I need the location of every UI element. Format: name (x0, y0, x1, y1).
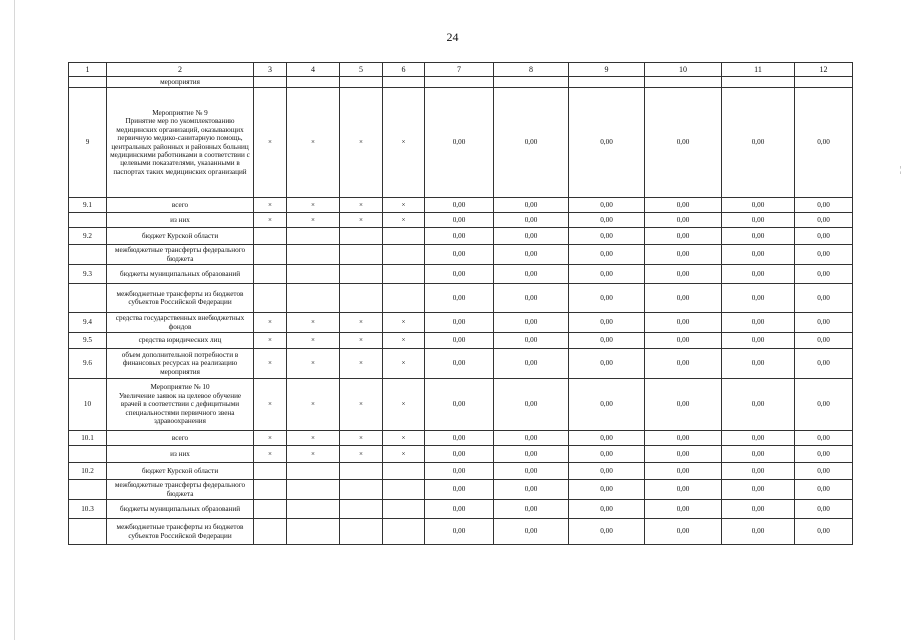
amount-cell: 0,00 (494, 463, 569, 480)
indicator-cell (383, 284, 425, 313)
amount-cell: 0,00 (569, 245, 645, 265)
indicator-cell: × (254, 431, 287, 446)
row-label-cell: Мероприятие № 10 Увеличение заявок на целевое обучение врачей в соответствии с дефицитными специальностями первичного звена здравоохранения (107, 379, 254, 431)
amount-cell (569, 77, 645, 88)
indicator-cell (254, 265, 287, 284)
indicator-cell (254, 284, 287, 313)
amount-cell: 0,00 (795, 213, 853, 228)
amount-cell: 0,00 (569, 265, 645, 284)
amount-cell: 0,00 (722, 88, 795, 198)
amount-cell: 0,00 (795, 379, 853, 431)
row-label-cell: бюджеты муниципальных образований (107, 265, 254, 284)
table-row (69, 379, 853, 431)
amount-cell (722, 77, 795, 88)
indicator-cell (383, 480, 425, 500)
indicator-cell: × (383, 446, 425, 463)
indicator-cell (383, 77, 425, 88)
amount-cell: 0,00 (569, 313, 645, 333)
amount-cell: 0,00 (569, 228, 645, 245)
row-label-cell: бюджет Курской области (107, 463, 254, 480)
amount-cell: 0,00 (645, 245, 722, 265)
amount-cell: 0,00 (569, 198, 645, 213)
indicator-cell: × (340, 349, 383, 379)
budget-table (68, 62, 853, 545)
header-cell: 11 (722, 63, 795, 77)
amount-cell (795, 77, 853, 88)
row-label-cell: межбюджетные трансферты федерального бюджета (107, 480, 254, 500)
amount-cell: 0,00 (425, 198, 494, 213)
indicator-cell: × (287, 213, 340, 228)
indicator-cell: × (383, 213, 425, 228)
scan-edge-line (14, 0, 15, 640)
amount-cell: 0,00 (494, 519, 569, 545)
row-number-cell: 10.1 (69, 431, 107, 446)
indicator-cell: × (254, 88, 287, 198)
amount-cell: 0,00 (425, 245, 494, 265)
amount-cell: 0,00 (722, 379, 795, 431)
table-row (69, 313, 853, 333)
amount-cell: 0,00 (569, 379, 645, 431)
indicator-cell (340, 500, 383, 519)
row-number-cell: 9.5 (69, 333, 107, 349)
indicator-cell (287, 463, 340, 480)
amount-cell: 0,00 (722, 245, 795, 265)
indicator-cell: × (383, 379, 425, 431)
row-label-cell: из них (107, 446, 254, 463)
row-label-cell: мероприятия (107, 77, 254, 88)
row-number-cell (69, 446, 107, 463)
amount-cell: 0,00 (494, 313, 569, 333)
header-cell: 10 (645, 63, 722, 77)
amount-cell: 0,00 (722, 500, 795, 519)
amount-cell: 0,00 (425, 463, 494, 480)
amount-cell: 0,00 (645, 284, 722, 313)
indicator-cell: × (383, 198, 425, 213)
amount-cell: 0,00 (494, 228, 569, 245)
amount-cell: 0,00 (425, 333, 494, 349)
indicator-cell (254, 463, 287, 480)
amount-cell: 0,00 (494, 245, 569, 265)
table-row (69, 198, 853, 213)
amount-cell: 0,00 (645, 265, 722, 284)
table-row (69, 88, 853, 198)
table-row (69, 480, 853, 500)
amount-cell: 0,00 (425, 379, 494, 431)
indicator-cell: × (383, 349, 425, 379)
amount-cell: 0,00 (494, 446, 569, 463)
table-row (69, 431, 853, 446)
table-row (69, 228, 853, 245)
amount-cell: 0,00 (425, 228, 494, 245)
header-cell: 8 (494, 63, 569, 77)
amount-cell: 0,00 (722, 519, 795, 545)
amount-cell: 0,00 (425, 480, 494, 500)
amount-cell: 0,00 (425, 431, 494, 446)
amount-cell: 0,00 (569, 284, 645, 313)
indicator-cell (287, 228, 340, 245)
amount-cell: 0,00 (494, 333, 569, 349)
amount-cell: 0,00 (722, 213, 795, 228)
indicator-cell (383, 228, 425, 245)
row-number-cell: 10.2 (69, 463, 107, 480)
row-label-cell: из них (107, 213, 254, 228)
amount-cell: 0,00 (645, 379, 722, 431)
amount-cell: 0,00 (494, 213, 569, 228)
indicator-cell: × (287, 349, 340, 379)
row-number-cell: 9.2 (69, 228, 107, 245)
amount-cell: 0,00 (425, 265, 494, 284)
amount-cell: 0,00 (795, 349, 853, 379)
indicator-cell (287, 284, 340, 313)
amount-cell: 0,00 (645, 446, 722, 463)
amount-cell: 0,00 (645, 431, 722, 446)
row-number-cell: 9.4 (69, 313, 107, 333)
amount-cell: 0,00 (569, 333, 645, 349)
table-row (69, 519, 853, 545)
indicator-cell: × (287, 379, 340, 431)
indicator-cell (287, 480, 340, 500)
amount-cell: 0,00 (722, 284, 795, 313)
amount-cell: 0,00 (795, 313, 853, 333)
amount-cell: 0,00 (722, 313, 795, 333)
amount-cell: 0,00 (569, 519, 645, 545)
amount-cell: 0,00 (795, 333, 853, 349)
amount-cell: 0,00 (569, 446, 645, 463)
indicator-cell: × (287, 431, 340, 446)
indicator-cell: × (287, 446, 340, 463)
row-label-cell: межбюджетные трансферты федерального бюджета (107, 245, 254, 265)
amount-cell: 0,00 (569, 431, 645, 446)
indicator-cell: × (254, 349, 287, 379)
row-label-cell: всего (107, 198, 254, 213)
amount-cell: 0,00 (494, 349, 569, 379)
amount-cell: 0,00 (645, 480, 722, 500)
row-number-cell (69, 213, 107, 228)
row-label-cell: бюджет Курской области (107, 228, 254, 245)
header-cell: 4 (287, 63, 340, 77)
indicator-cell: × (287, 313, 340, 333)
indicator-cell: × (254, 379, 287, 431)
amount-cell: 0,00 (494, 265, 569, 284)
amount-cell: 0,00 (494, 284, 569, 313)
amount-cell: 0,00 (569, 480, 645, 500)
header-cell: 7 (425, 63, 494, 77)
indicator-cell: × (287, 333, 340, 349)
amount-cell: 0,00 (645, 349, 722, 379)
amount-cell: 0,00 (722, 463, 795, 480)
indicator-cell: × (340, 88, 383, 198)
indicator-cell (340, 77, 383, 88)
indicator-cell: × (340, 213, 383, 228)
table-row (69, 349, 853, 379)
indicator-cell (340, 463, 383, 480)
indicator-cell (254, 77, 287, 88)
amount-cell: 0,00 (569, 500, 645, 519)
indicator-cell (287, 500, 340, 519)
row-label-cell: средства юридических лиц (107, 333, 254, 349)
table-row (69, 463, 853, 480)
table-body (69, 63, 853, 545)
header-cell: 5 (340, 63, 383, 77)
amount-cell: 0,00 (494, 198, 569, 213)
indicator-cell (287, 519, 340, 545)
indicator-cell (287, 265, 340, 284)
indicator-cell (340, 519, 383, 545)
page-number: 24 (446, 30, 459, 44)
amount-cell: 0,00 (722, 446, 795, 463)
amount-cell: 0,00 (795, 446, 853, 463)
amount-cell: 0,00 (494, 431, 569, 446)
amount-cell: 0,00 (569, 349, 645, 379)
row-number-cell (69, 519, 107, 545)
row-number-cell (69, 77, 107, 88)
amount-cell: 0,00 (795, 284, 853, 313)
table-row (69, 500, 853, 519)
indicator-cell: × (254, 446, 287, 463)
indicator-cell: × (383, 313, 425, 333)
row-number-cell (69, 480, 107, 500)
indicator-cell (383, 500, 425, 519)
amount-cell: 0,00 (645, 519, 722, 545)
indicator-cell: × (383, 333, 425, 349)
table-row (69, 284, 853, 313)
amount-cell: 0,00 (722, 333, 795, 349)
indicator-cell: × (340, 379, 383, 431)
row-number-cell: 9.3 (69, 265, 107, 284)
indicator-cell (383, 519, 425, 545)
amount-cell: 0,00 (722, 198, 795, 213)
amount-cell: 0,00 (795, 228, 853, 245)
row-label-cell: бюджеты муниципальных образований (107, 500, 254, 519)
indicator-cell (254, 500, 287, 519)
row-number-cell: 9.1 (69, 198, 107, 213)
amount-cell: 0,00 (795, 431, 853, 446)
amount-cell: 0,00 (795, 463, 853, 480)
amount-cell: 0,00 (722, 265, 795, 284)
amount-cell: 0,00 (494, 379, 569, 431)
indicator-cell: × (254, 313, 287, 333)
amount-cell: 0,00 (425, 313, 494, 333)
amount-cell: 0,00 (425, 349, 494, 379)
row-label-cell: объем дополнительной потребности в финансовых ресурсах на реализацию мероприятия (107, 349, 254, 379)
table-row (69, 333, 853, 349)
amount-cell: 0,00 (645, 500, 722, 519)
indicator-cell (383, 265, 425, 284)
table-row (69, 213, 853, 228)
row-number-cell: 9.6 (69, 349, 107, 379)
amount-cell: 0,00 (425, 284, 494, 313)
indicator-cell (340, 480, 383, 500)
row-label-cell: межбюджетные трансферты из бюджетов субъектов Российской Федерации (107, 284, 254, 313)
indicator-cell: × (254, 198, 287, 213)
row-number-cell (69, 245, 107, 265)
table-row (69, 245, 853, 265)
indicator-cell: × (340, 446, 383, 463)
indicator-cell (287, 77, 340, 88)
amount-cell: 0,00 (722, 431, 795, 446)
table-row (69, 265, 853, 284)
amount-cell: 0,00 (494, 500, 569, 519)
amount-cell: 0,00 (425, 213, 494, 228)
amount-cell: 0,00 (795, 88, 853, 198)
indicator-cell (340, 284, 383, 313)
amount-cell: 0,00 (722, 480, 795, 500)
amount-cell: 0,00 (494, 480, 569, 500)
amount-cell: 0,00 (645, 228, 722, 245)
indicator-cell: × (383, 88, 425, 198)
indicator-cell (254, 245, 287, 265)
amount-cell (645, 77, 722, 88)
header-cell: 1 (69, 63, 107, 77)
indicator-cell (254, 480, 287, 500)
indicator-cell: × (383, 431, 425, 446)
amount-cell: 0,00 (722, 349, 795, 379)
amount-cell: 0,00 (425, 88, 494, 198)
margin-mark: ¦ (900, 165, 902, 174)
indicator-cell: × (340, 333, 383, 349)
indicator-cell (383, 245, 425, 265)
amount-cell: 0,00 (795, 265, 853, 284)
header-cell: 12 (795, 63, 853, 77)
amount-cell: 0,00 (645, 463, 722, 480)
header-cell: 9 (569, 63, 645, 77)
amount-cell: 0,00 (722, 228, 795, 245)
amount-cell: 0,00 (569, 88, 645, 198)
amount-cell: 0,00 (494, 88, 569, 198)
amount-cell: 0,00 (645, 198, 722, 213)
amount-cell (494, 77, 569, 88)
indicator-cell (340, 245, 383, 265)
row-label-cell: средства государственных внебюджетных фондов (107, 313, 254, 333)
table-row (69, 77, 853, 88)
header-cell: 6 (383, 63, 425, 77)
amount-cell (425, 77, 494, 88)
amount-cell: 0,00 (425, 519, 494, 545)
indicator-cell: × (340, 313, 383, 333)
indicator-cell: × (340, 431, 383, 446)
amount-cell: 0,00 (645, 213, 722, 228)
amount-cell: 0,00 (795, 519, 853, 545)
amount-cell: 0,00 (569, 463, 645, 480)
amount-cell: 0,00 (795, 245, 853, 265)
row-number-cell: 10 (69, 379, 107, 431)
row-number-cell: 10.3 (69, 500, 107, 519)
indicator-cell: × (254, 213, 287, 228)
indicator-cell (287, 245, 340, 265)
indicator-cell (254, 228, 287, 245)
row-label-cell: всего (107, 431, 254, 446)
amount-cell: 0,00 (569, 213, 645, 228)
header-row (69, 63, 853, 77)
amount-cell: 0,00 (645, 333, 722, 349)
amount-cell: 0,00 (425, 446, 494, 463)
indicator-cell: × (287, 198, 340, 213)
row-label-cell: Мероприятие № 9 Принятие мер по укомплектованию медицинских организаций, оказывающих первичную медико-санитарную помощь, центральных районных и районных больниц медицинскими работниками в соответствии с целевыми показателями, указанными в паспортах таких медицинских организаций (107, 88, 254, 198)
row-number-cell: 9 (69, 88, 107, 198)
row-label-cell: межбюджетные трансферты из бюджетов субъектов Российской Федерации (107, 519, 254, 545)
indicator-cell (340, 228, 383, 245)
indicator-cell (340, 265, 383, 284)
amount-cell: 0,00 (425, 500, 494, 519)
header-cell: 2 (107, 63, 254, 77)
indicator-cell: × (254, 333, 287, 349)
amount-cell: 0,00 (795, 198, 853, 213)
amount-cell: 0,00 (795, 480, 853, 500)
amount-cell: 0,00 (795, 500, 853, 519)
row-number-cell (69, 284, 107, 313)
amount-cell: 0,00 (645, 313, 722, 333)
table-row (69, 446, 853, 463)
indicator-cell: × (340, 198, 383, 213)
indicator-cell: × (287, 88, 340, 198)
amount-cell: 0,00 (645, 88, 722, 198)
header-cell: 3 (254, 63, 287, 77)
indicator-cell (383, 463, 425, 480)
indicator-cell (254, 519, 287, 545)
